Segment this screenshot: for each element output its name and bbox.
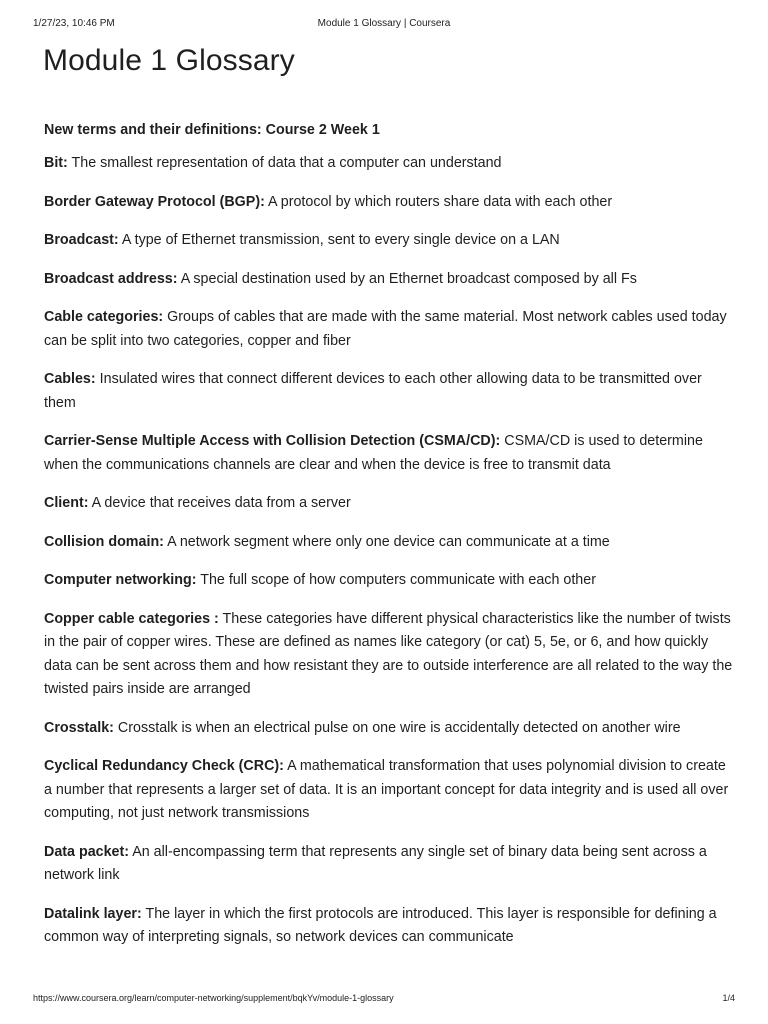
glossary-term: Data packet: (44, 843, 130, 860)
glossary-definition: An all-encompassing term that represents any single set of binary data being sent across a network link (44, 843, 707, 883)
glossary-definition: A mathematical transformation that uses polynomial division to create a number that represents a larger set of data. It is an important concept for data integrity and is used all over computing, not just network transmissions (44, 758, 729, 821)
glossary-term: Cable categories: (44, 309, 164, 325)
print-datetime: 1/27/23, 10:46 PM (33, 18, 115, 29)
glossary-term: Carrier-Sense Multiple Access with Collision Detection (CSMA/CD): (44, 433, 501, 449)
glossary-term: Broadcast: (44, 232, 119, 248)
glossary-term: Copper cable categories : (44, 610, 219, 627)
glossary-definition: Crosstalk is when an electrical pulse on one wire is accidentally detected on another wire (117, 719, 681, 736)
glossary-definition: A protocol by which routers share data with each other (268, 193, 613, 210)
page-url-link[interactable]: https://www.coursera.org/learn/computer-networking/supplement/bqkYv/module-1-glossary (33, 993, 394, 1003)
glossary-definition: The smallest representation of data that a computer can understand (71, 155, 502, 171)
glossary-definition: A type of Ethernet transmission, sent to every single device on a LAN (121, 232, 560, 248)
glossary-entry (44, 569, 734, 593)
print-header (33, 18, 735, 32)
page-number: 1/4 (722, 993, 735, 1003)
glossary-term: Cyclical Redundancy Check (CRC): (44, 758, 284, 774)
glossary-term: Collision domain: (44, 533, 164, 550)
glossary-term: Bit: (44, 155, 68, 171)
page-title: Module 1 Glossary (43, 44, 295, 77)
glossary-entry (44, 717, 734, 741)
glossary-definition: Insulated wires that connect different devices to each other allowing data to be transmitted over them (44, 371, 702, 411)
glossary-entry (44, 368, 734, 415)
glossary-term: Border Gateway Protocol (BGP): (44, 193, 265, 210)
glossary-content (44, 119, 734, 965)
glossary-entry (44, 903, 734, 950)
glossary-entry (44, 531, 734, 555)
glossary-entry (44, 191, 734, 215)
glossary-term: Datalink layer: (44, 905, 142, 922)
glossary-entries (44, 152, 734, 950)
glossary-definition: A network segment where only one device can communicate at a time (167, 533, 610, 550)
glossary-definition: A device that receives data from a server (91, 495, 351, 511)
glossary-definition: These categories have different physical characteristics like the number of twists in the pair of copper wires. These are defined as names like category (or cat) 5, 5e, or 6, and how quickly data can be sent across them and how resistant they are to outside interference are all related to the way the twisted pairs inside are arranged (44, 610, 733, 697)
glossary-definition: Groups of cables that are made with the same material. Most network cables used today can be split into two categories, copper and fiber (44, 309, 727, 349)
print-document-title: Module 1 Glossary | Coursera (317, 18, 451, 29)
glossary-entry (44, 492, 734, 516)
glossary-definition: CSMA/CD is used to determine when the communications channels are clear and when the device is free to transmit data (44, 433, 703, 473)
glossary-entry (44, 841, 734, 888)
glossary-term: Crosstalk: (44, 719, 114, 736)
glossary-term: Computer networking: (44, 572, 197, 588)
glossary-entry (44, 430, 734, 477)
glossary-definition: A special destination used by an Ethernet broadcast composed by all Fs (180, 270, 637, 287)
glossary-term: Cables: (44, 371, 96, 387)
glossary-definition: The layer in which the first protocols are introduced. This layer is responsible for defining a common way of interpreting signals, so network devices can communicate (44, 905, 717, 945)
glossary-entry (44, 306, 734, 353)
glossary-entry (44, 229, 734, 253)
print-footer (33, 993, 735, 1007)
glossary-entry (44, 268, 734, 292)
glossary-entry (44, 608, 734, 702)
glossary-definition: The full scope of how computers communicate with each other (200, 572, 596, 588)
glossary-entry (44, 152, 734, 176)
glossary-subtitle: New terms and their definitions: Course 2 Week 1 (44, 122, 380, 138)
glossary-term: Broadcast address: (44, 270, 178, 287)
glossary-entry (44, 755, 734, 826)
glossary-term: Client: (44, 495, 89, 511)
